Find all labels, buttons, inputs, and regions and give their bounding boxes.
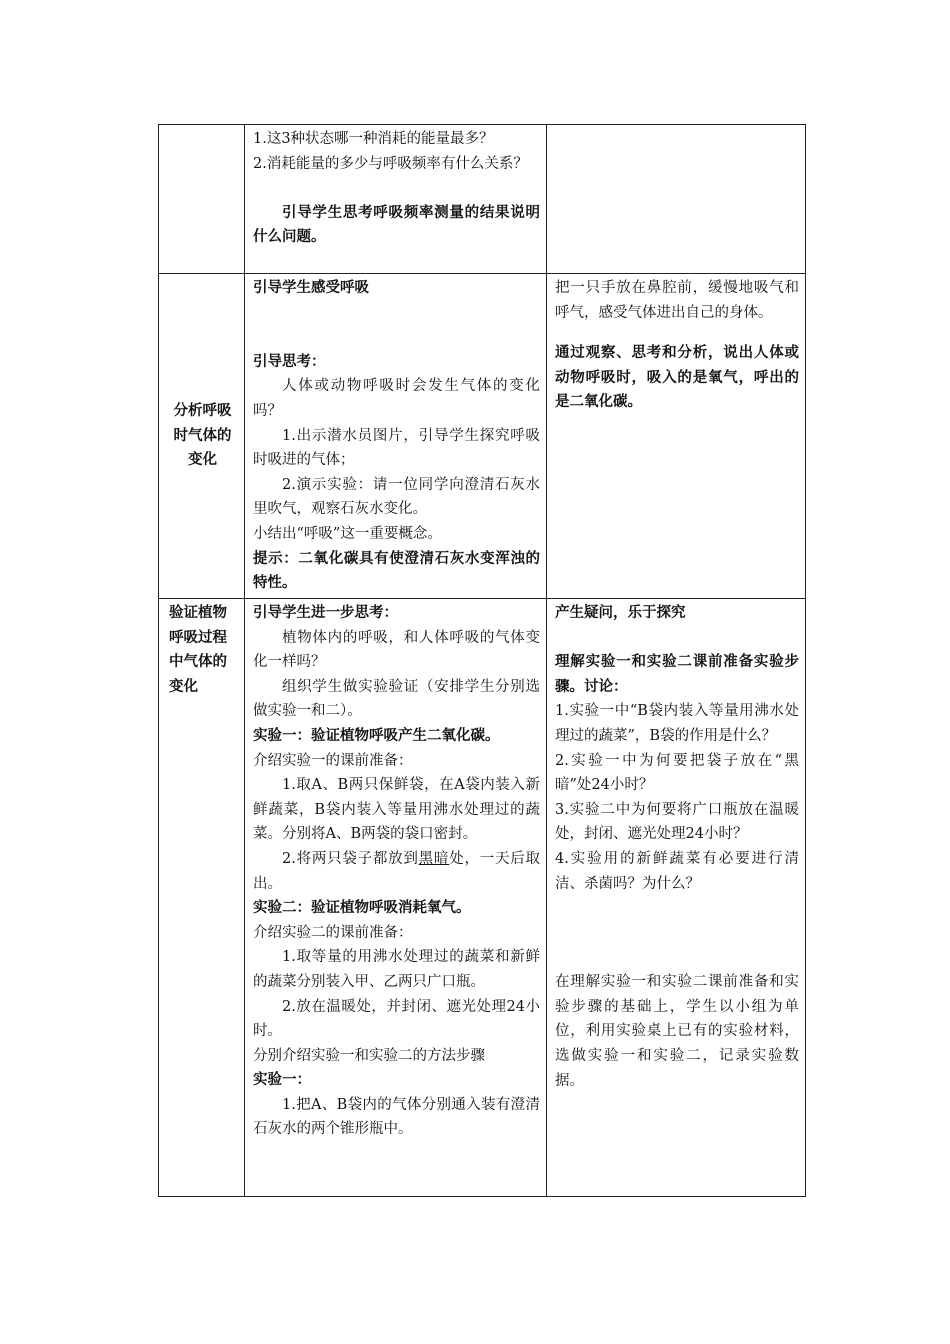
teacher-line: 提示：二氧化碳具有使澄清石灰水变浑浊的特性。 xyxy=(253,549,540,592)
teacher-line: 分别介绍实验一和实验二的方法步骤 xyxy=(253,1047,485,1064)
teacher-line: 实验二：验证植物呼吸消耗氧气。 xyxy=(253,899,471,917)
student-activity-cell xyxy=(547,599,806,1197)
student-line: 4.实验用的新鲜蔬菜有必要进行清洁、杀菌吗？为什么？ xyxy=(555,850,799,892)
table-row xyxy=(159,125,806,274)
table-row xyxy=(159,599,806,1197)
student-line: 3.实验二中为何要将广口瓶放在温暖处，封闭、遮光处理24小时？ xyxy=(555,801,799,843)
text-fragment: 2.将两只袋子都放到 xyxy=(282,850,419,867)
teacher-line: 引导学生思考呼吸频率测量的结果说明什么问题。 xyxy=(253,203,540,246)
student-line: 在理解实验一和实验二课前准备和实验步骤的基础上，学生以小组为单位，利用实验桌上已有的实验材料，选做实验一和实验二，记录实验数据。 xyxy=(555,974,799,1089)
student-line: 把一只手放在鼻腔前，缓慢地吸气和呼气，感受气体进出自己的身体。 xyxy=(555,280,799,321)
teacher-line: 1.取等量的用沸水处理过的蔬菜和新鲜的蔬菜分别装入甲、乙两只广口瓶。 xyxy=(253,949,540,990)
teacher-line: 小结出“呼吸”这一重要概念。 xyxy=(253,525,442,542)
stage-cell: 验证植物呼吸过程中气体的变化 xyxy=(159,599,245,1197)
teacher-line: 实验一：验证植物呼吸产生二氧化碳。 xyxy=(253,726,500,744)
teacher-line: 引导学生感受呼吸 xyxy=(253,279,369,296)
student-line: 理解实验一和实验二课前准备实验步骤。讨论： xyxy=(555,653,799,695)
teacher-line: 1.这3种状态哪一种消耗的能量最多？ xyxy=(253,131,494,147)
spacer xyxy=(555,325,799,341)
stage-cell: 分析呼吸时气体的变化 xyxy=(159,274,245,599)
teacher-line: 介绍实验一的课前准备： xyxy=(253,752,413,769)
student-activity-cell xyxy=(547,125,806,274)
teacher-line: 实验一： xyxy=(253,1071,311,1089)
student-line: 通过观察、思考和分析，说出人体或动物呼吸时，吸入的是氧气，呼出的是二氧化碳。 xyxy=(555,344,799,411)
student-line: 产生疑问，乐于探究 xyxy=(555,604,686,621)
spacer xyxy=(253,325,540,350)
stage-cell xyxy=(159,125,245,274)
teacher-line: 人体或动物呼吸时会发生气体的变化吗？ xyxy=(253,378,540,419)
teacher-activity-cell xyxy=(245,599,547,1197)
spacer xyxy=(253,301,540,326)
teacher-line: 2.消耗能量的多少与呼吸频率有什么关系？ xyxy=(253,155,528,172)
teacher-line: 1.把A、B袋内的气体分别通入装有澄清石灰水的两个锥形瓶中。 xyxy=(253,1096,540,1138)
spacer xyxy=(555,626,799,651)
teacher-line: 组织学生做实验验证（安排学生分别选做实验一和二）。 xyxy=(253,678,540,720)
teacher-line: 介绍实验二的课前准备： xyxy=(253,924,413,941)
teacher-line: 引导学生进一步思考： xyxy=(253,604,398,621)
teacher-line xyxy=(253,847,540,896)
text-fragment: 处，一天后取出。 xyxy=(253,850,541,892)
lesson-plan-table xyxy=(158,124,806,1197)
teacher-line: 植物体内的呼吸，和人体呼吸的气体变化一样吗？ xyxy=(253,629,540,671)
teacher-line: 1.出示潜水员图片，引导学生探究呼吸时吸进的气体； xyxy=(253,427,540,469)
spacer xyxy=(555,896,799,970)
teacher-line: 1.取A、B两只保鲜袋，在A袋内装入新鲜蔬菜，B袋内装入等量用沸水处理过的蔬菜。分别将A、B两袋的袋口密封。 xyxy=(253,777,540,843)
underlined-word: 黑暗 xyxy=(418,850,450,867)
teacher-line: 2.放在温暖处，并封闭、遮光处理24小时。 xyxy=(253,998,540,1040)
student-line: 1.实验一中“B袋内装入等量用沸水处理过的蔬菜”，B袋的作用是什么？ xyxy=(555,703,799,744)
student-activity-cell xyxy=(547,274,806,599)
teacher-line: 2.演示实验：请一位同学向澄清石灰水里吹气，观察石灰水变化。 xyxy=(253,476,540,518)
teacher-activity-cell xyxy=(245,274,547,599)
teacher-activity-cell xyxy=(245,125,547,274)
spacer xyxy=(253,176,540,201)
table-row xyxy=(159,274,806,599)
teacher-line: 引导思考： xyxy=(253,352,326,370)
student-line: 2.实验一中为何要把袋子放在“黑暗”处24小时？ xyxy=(555,752,799,794)
